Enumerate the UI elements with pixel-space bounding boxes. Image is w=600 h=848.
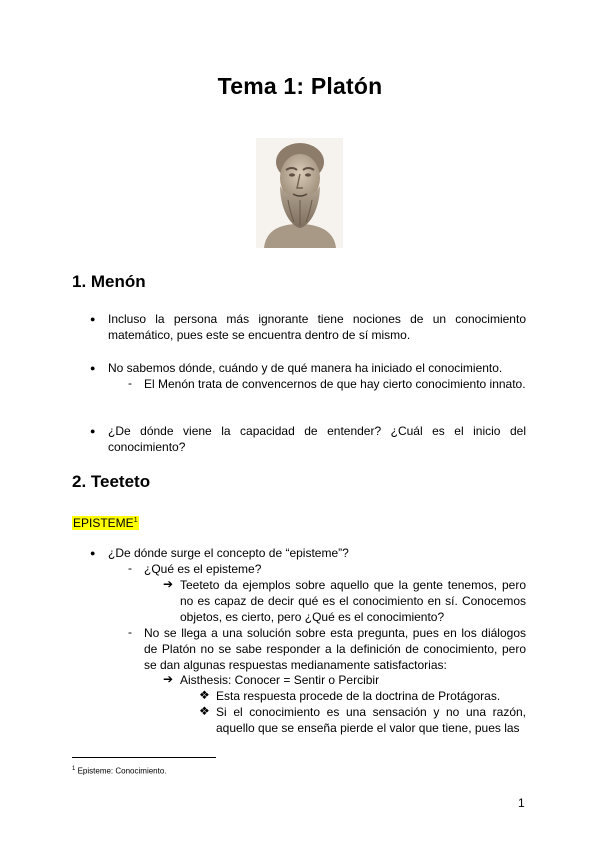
footnote-text: Episteme: Conocimiento. xyxy=(77,766,167,776)
section-heading-menon: 1. Menón xyxy=(72,272,146,291)
footnote-number: 1 xyxy=(72,766,76,772)
page-title: Tema 1: Platón xyxy=(217,73,383,99)
teeteto-bullet-1: ¿De dónde surge el concepto de “episteme”? xyxy=(108,546,349,560)
menon-bullet-1: Incluso la persona más ignorante tiene nociones de un conocimiento matemático, pues este se encuentra dentro de sí mismo. xyxy=(108,312,526,342)
bullet-icon: ● xyxy=(90,363,96,373)
page-number: 1 xyxy=(518,796,525,810)
teeteto-dash-1: ¿Qué es el episteme? xyxy=(144,562,262,576)
diamond-icon: ❖ xyxy=(199,688,210,702)
dash-icon: - xyxy=(128,561,132,575)
teeteto-arrow-1: Teeteto da ejemplos sobre aquello que la gente tenemos, pero no es capaz de decir qué es el conocimiento en sí. Conocemos objetos, es cierto, pero ¿Qué es el conocimiento? xyxy=(180,578,526,624)
teeteto-diamond-2: Si el conocimiento es una sensación y no una razón, aquello que se enseña pierde el valor que tiene, pues las xyxy=(216,705,526,735)
bullet-icon: ● xyxy=(90,548,96,558)
menon-sub-1: El Menón trata de convencernos de que hay cierto conocimiento innato. xyxy=(144,377,526,391)
plato-bust-image xyxy=(256,138,343,248)
dash-icon: - xyxy=(128,625,132,639)
footnote-ref[interactable]: 1 xyxy=(133,517,138,524)
arrow-icon: ➔ xyxy=(163,577,174,591)
footnote xyxy=(72,766,167,776)
menon-bullet-3: ¿De dónde viene la capacidad de entender? ¿Cuál es el inicio del conocimiento? xyxy=(108,424,526,454)
bullet-icon: ● xyxy=(90,426,96,436)
arrow-icon: ➔ xyxy=(163,672,174,686)
footnote-separator xyxy=(72,757,216,758)
teeteto-diamond-1: Esta respuesta procede de la doctrina de Protágoras. xyxy=(216,689,501,703)
dash-icon: - xyxy=(128,376,132,390)
menon-bullet-2: No sabemos dónde, cuándo y de qué manera ha iniciado el conocimiento. xyxy=(108,361,503,375)
teeteto-dash-2: No se llega a una solución sobre esta pregunta, pues en los diálogos de Platón no se sabe responder a la definición de conocimiento, pero se dan algunas respuestas medianamente satisfactorias: xyxy=(144,626,526,672)
episteme-label: EPISTEME xyxy=(73,516,134,530)
bullet-icon: ● xyxy=(90,314,96,324)
teeteto-arrow-2: Aisthesis: Conocer = Sentir o Percibir xyxy=(180,673,380,687)
episteme-highlight xyxy=(72,513,139,532)
section-heading-teeteto: 2. Teeteto xyxy=(72,472,151,491)
diamond-icon: ❖ xyxy=(199,704,210,718)
